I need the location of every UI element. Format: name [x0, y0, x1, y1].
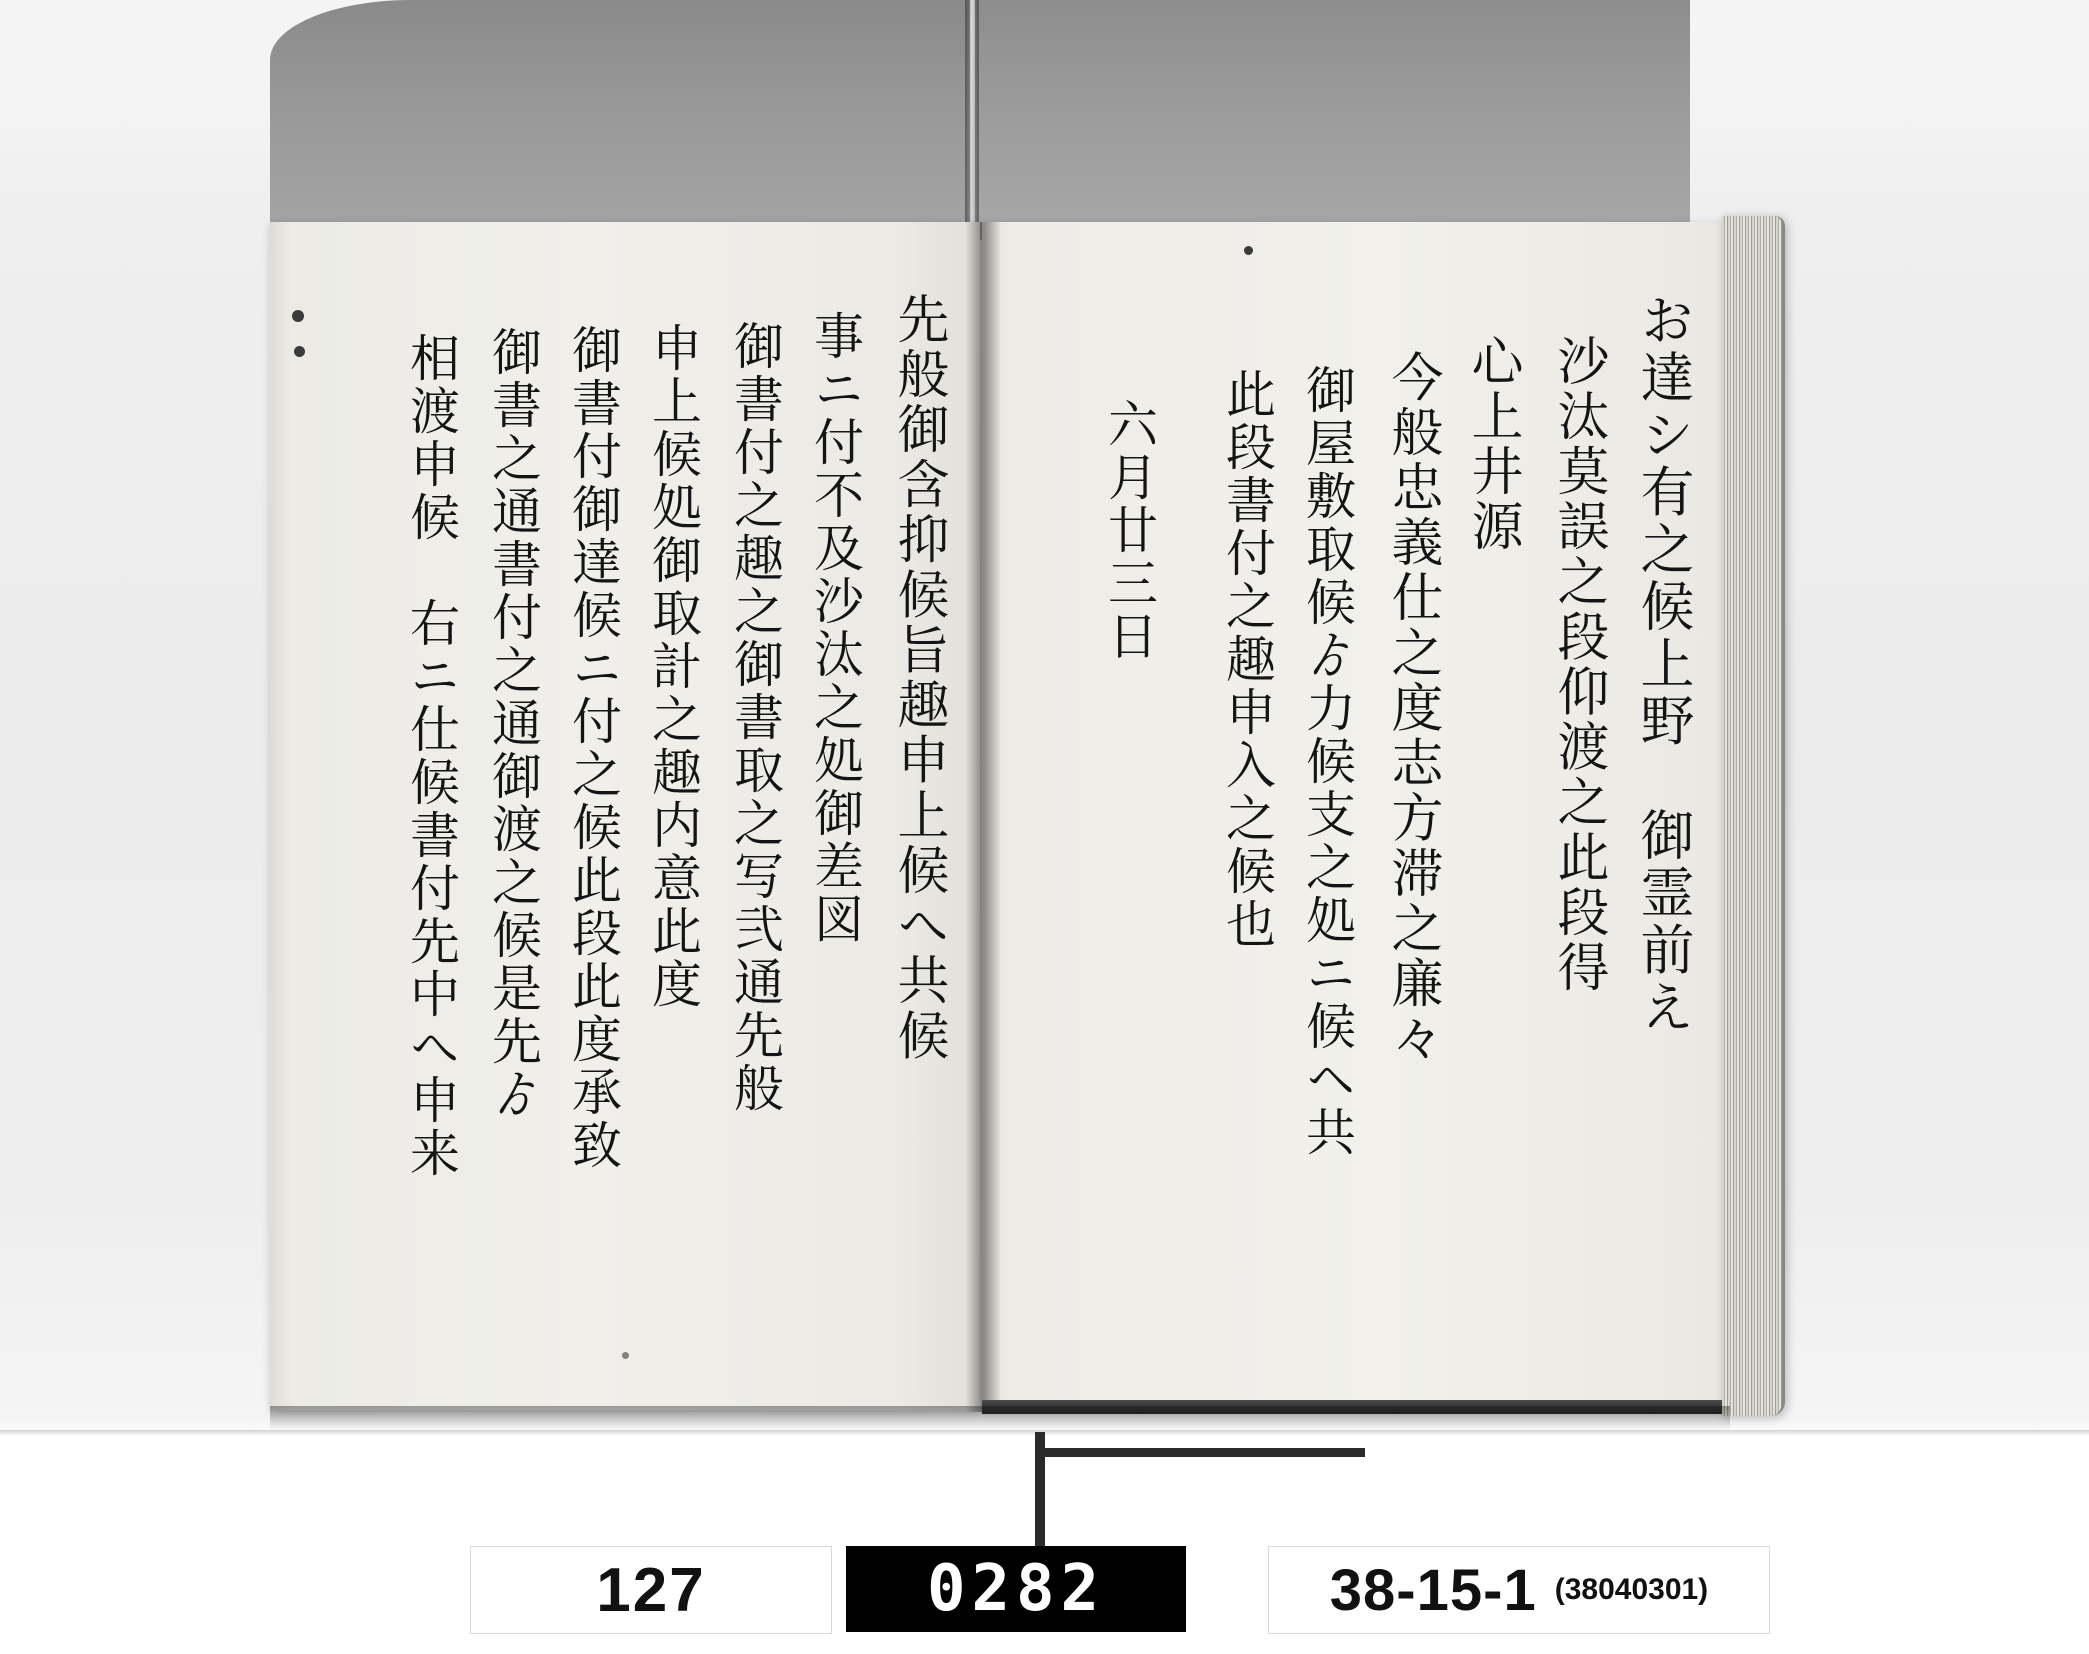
- left-page-column-1: 先般御含抑候旨趣申上候へ共候: [888, 292, 948, 1064]
- right-page-column-3: 心上井源: [1462, 334, 1522, 555]
- right-page-column-1: お達シ有之候上野 御霊前え: [1632, 292, 1695, 1037]
- right-page-column-2: 沙汰莫誤之段仰渡之此段得: [1548, 334, 1608, 996]
- right-page-column-5: 御屋敷取候ゟ力候支之処ニ候ヘ共: [1298, 364, 1356, 1159]
- open-book: [270, 222, 1760, 1430]
- book-top-slab-right: [975, 0, 1690, 240]
- book-gutter-shadow: [966, 222, 1000, 1412]
- left-page-columns: [270, 222, 980, 1410]
- ink-speck-right: [1244, 246, 1253, 255]
- paper-speck: [622, 1352, 629, 1359]
- book-top-slab-left: [270, 0, 970, 240]
- left-page-column-6: 御書之通書付之通御渡之候是先ゟ: [484, 326, 542, 1121]
- shelf-mark-main: 38-15-1: [1329, 1557, 1537, 1623]
- left-page-column-2: 事ニ付不及沙汰之処御差図: [806, 310, 864, 946]
- left-page-column-7: 相渡申候 右ニ仕候書付先中へ申来: [402, 332, 460, 1180]
- left-page-column-5: 御書付御達候ニ付之候此段此度承致: [564, 324, 622, 1172]
- page-number-label: 127: [470, 1546, 832, 1634]
- book-drop-shadow: [270, 1406, 1730, 1430]
- frame-counter-label: 0282: [846, 1546, 1186, 1632]
- reference-dot-upper: [292, 310, 304, 322]
- left-page: [270, 222, 980, 1410]
- right-page-column-7: 六月廿三日: [1100, 398, 1158, 663]
- right-page-columns: [982, 222, 1724, 1410]
- right-page-column-4: 今般忠義仕之度志方滞之廉々: [1382, 350, 1442, 1067]
- right-page-column-6: 此段書付之趣申入之候也: [1218, 368, 1276, 951]
- stand-bar: [1035, 1448, 1365, 1457]
- page-fore-edge-stack: [1722, 216, 1785, 1416]
- right-page: [982, 222, 1724, 1410]
- left-page-column-3: 御書付之趣之御書取之写弐通先般: [726, 320, 784, 1115]
- shelf-mark-sub: (38040301): [1554, 1573, 1709, 1606]
- left-page-column-4: 申上候処御取計之趣内意此度: [644, 322, 702, 1011]
- shelf-mark-label: [1268, 1546, 1770, 1634]
- book-gutter-shadow-top: [965, 0, 979, 245]
- reference-dot-lower: [294, 346, 305, 357]
